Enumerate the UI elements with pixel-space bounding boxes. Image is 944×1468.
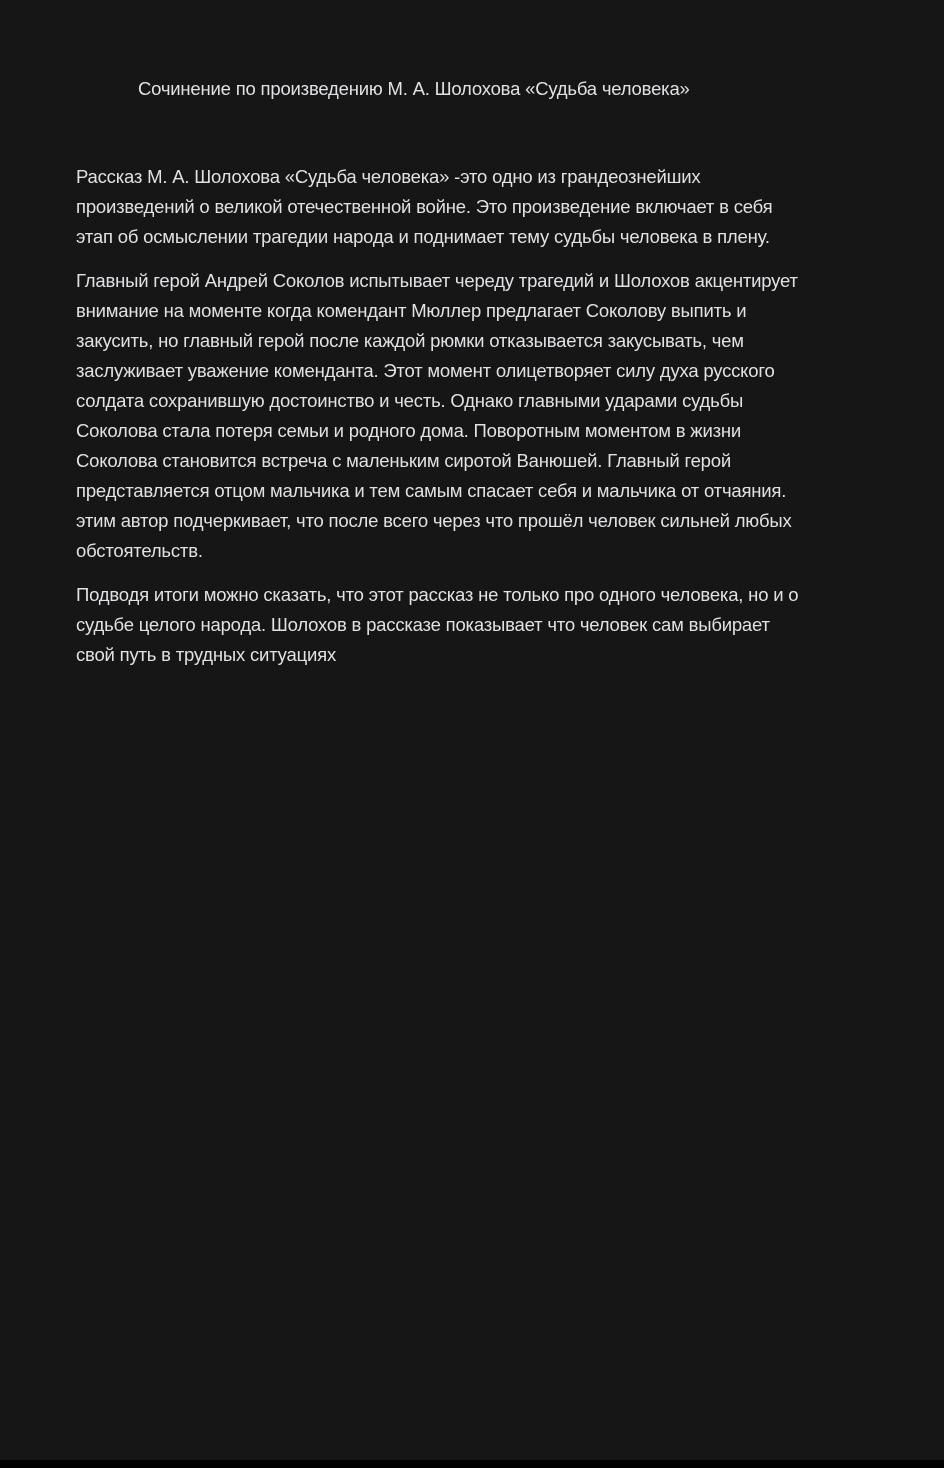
- text-line: Соколова стала потеря семьи и родного дома. Поворотным моментом в жизни: [76, 420, 742, 441]
- bottom-bar: [0, 1460, 944, 1468]
- text-line: Подводя итоги можно сказать, что этот рассказ не только про одного человека, но и о: [76, 584, 799, 605]
- text-line: Рассказ М. А. Шолохова «Судьба человека» -это одно из грандеознейших: [76, 166, 701, 187]
- text-line: солдата сохранившую достоинство и честь. Однако главными ударами судьбы: [76, 390, 744, 411]
- text-line: произведений о великой отечественной войне. Это произведение включает в себя: [76, 196, 773, 217]
- text-line: свой путь в трудных ситуациях: [76, 644, 337, 665]
- text-line: внимание на моменте когда комендант Мюллер предлагает Соколову выпить и: [76, 300, 747, 321]
- text-line: представляется отцом мальчика и тем самым спасает себя и мальчика от отчаяния.: [76, 480, 787, 501]
- paragraph-main: [76, 266, 894, 566]
- document-body: [76, 162, 894, 684]
- text-line: закусить, но главный герой после каждой рюмки отказывается закусывать, чем: [76, 330, 744, 351]
- document-title: Сочинение по произведению М. А. Шолохова «Судьба человека»: [138, 78, 690, 99]
- text-line: заслуживает уважение коменданта. Этот момент олицетворяет силу духа русского: [76, 360, 775, 381]
- paragraph-intro: [76, 162, 894, 252]
- text-line: обстоятельств.: [76, 540, 203, 561]
- text-line: Соколова становится встреча с маленьким сиротой Ванюшей. Главный герой: [76, 450, 731, 471]
- paragraph-conclusion: [76, 580, 894, 670]
- text-line: этим автор подчеркивает, что после всего через что прошёл человек сильней любых: [76, 510, 792, 531]
- text-line: судьбе целого народа. Шолохов в рассказе показывает что человек сам выбирает: [76, 614, 770, 635]
- text-line: Главный герой Андрей Соколов испытывает череду трагедий и Шолохов акцентирует: [76, 270, 798, 291]
- text-line: этап об осмыслении трагедии народа и поднимает тему судьбы человека в плену.: [76, 226, 770, 247]
